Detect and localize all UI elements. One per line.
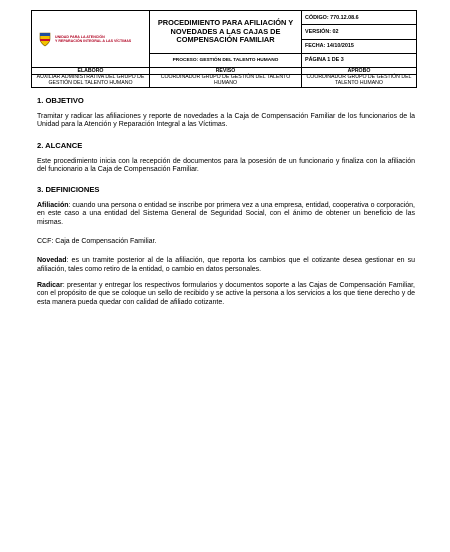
document-body [37,96,415,307]
role-value-reviso: COORDINADOR GRUPO DE GESTIÓN DEL TALENTO HUMANO [150,75,302,88]
definition-ccf [37,238,415,246]
definition-text: : es un tramite posterior al de la afiliación, que reporta los cambios que el cotizante desea gestionar en su afiliación, tales como retiro de la entidad, o cambio en datos personales. [37,257,415,273]
section-heading-definiciones: 3. DEFINICIONES [37,185,100,195]
definition-term: Radicar [37,281,63,289]
document-header-table [31,10,417,88]
section-heading-objetivo: 1. OBJETIVO [37,96,84,105]
role-value-aprobo: COORDINADOR GRUPO DE GESTIÓN DEL TALENTO HUMANO [302,75,417,88]
role-label-reviso: REVISÓ [150,68,302,75]
definition-text: : presentar y entregar los respectivos formularios y documentos soporte a las Cajas de Compensación Familiar, con el propósito de que se coloque un sello de recibido y se active la persona a los servicios a los que tiene derecho y de esta manera pueda quedar con calidad de afiliado cotizante. [37,281,415,306]
definition-radicar [37,282,415,307]
logo-text-line-2: Y REPARACIÓN INTEGRAL A LAS VÍCTIMAS [55,39,132,43]
document-code: CÓDIGO: 770.12.08.6 [302,11,417,25]
definition-novedad [37,257,415,274]
title-cell [150,11,302,54]
logo-cell [32,11,150,68]
logo-text [55,35,131,44]
organization-logo [32,31,149,47]
process-cell [150,53,302,67]
page-number: PÁGINA 1 DE 3 [302,53,417,67]
definition-text: CCF: Caja de Compensación Familiar. [37,238,157,246]
document-version: VERSIÓN: 02 [302,25,417,39]
role-value-elaboro: AUXILIAR ADMINISTRATIVA DEL GRUPO DE GESTIÓN DEL TALENTO HUMANO [32,75,150,88]
document-date: FECHA: 14/10/2015 [302,39,417,53]
role-label-elaboro: ELABORÓ [32,68,150,75]
document-title: PROCEDIMIENTO PARA AFILIACIÓN Y NOVEDADES A LAS CAJAS DE COMPENSACIÓN FAMILIAR [157,18,294,45]
section-heading-alcance: 2. ALCANCE [37,140,83,150]
role-label-aprobo: APROBÓ [302,68,417,75]
definition-term: Afiliación [37,202,69,210]
definition-text: : cuando una persona o entidad se inscribe por primera vez a una empresa, entidad, cooperativa o corporación, en este caso a una entidad del Sistema General de Seguridad Social, con el ánimo de obtener un beneficio de las mismas. [37,202,415,226]
section-text-alcance: Este procedimiento inicia con la recepción de documentos para la posesión de un funcionario y finaliza con la afiliación del funcionario a la Caja de Compensación Familiar. [37,157,415,173]
section-text-objetivo: Tramitar y radicar las afiliaciones y reporte de novedades a la Caja de Compensación Familiar de los funcionarios de la Unidad para la Atención y Reparación Integral a las Víctimas. [37,113,415,129]
definition-term: Novedad [37,257,67,265]
logo-text-line-1: UNIDAD PARA LA ATENCIÓN [55,34,105,39]
process-name: PROCESO: GESTIÓN DEL TALENTO HUMANO [172,57,279,63]
coat-of-arms-icon [38,31,52,47]
definition-afiliacion [37,202,415,227]
